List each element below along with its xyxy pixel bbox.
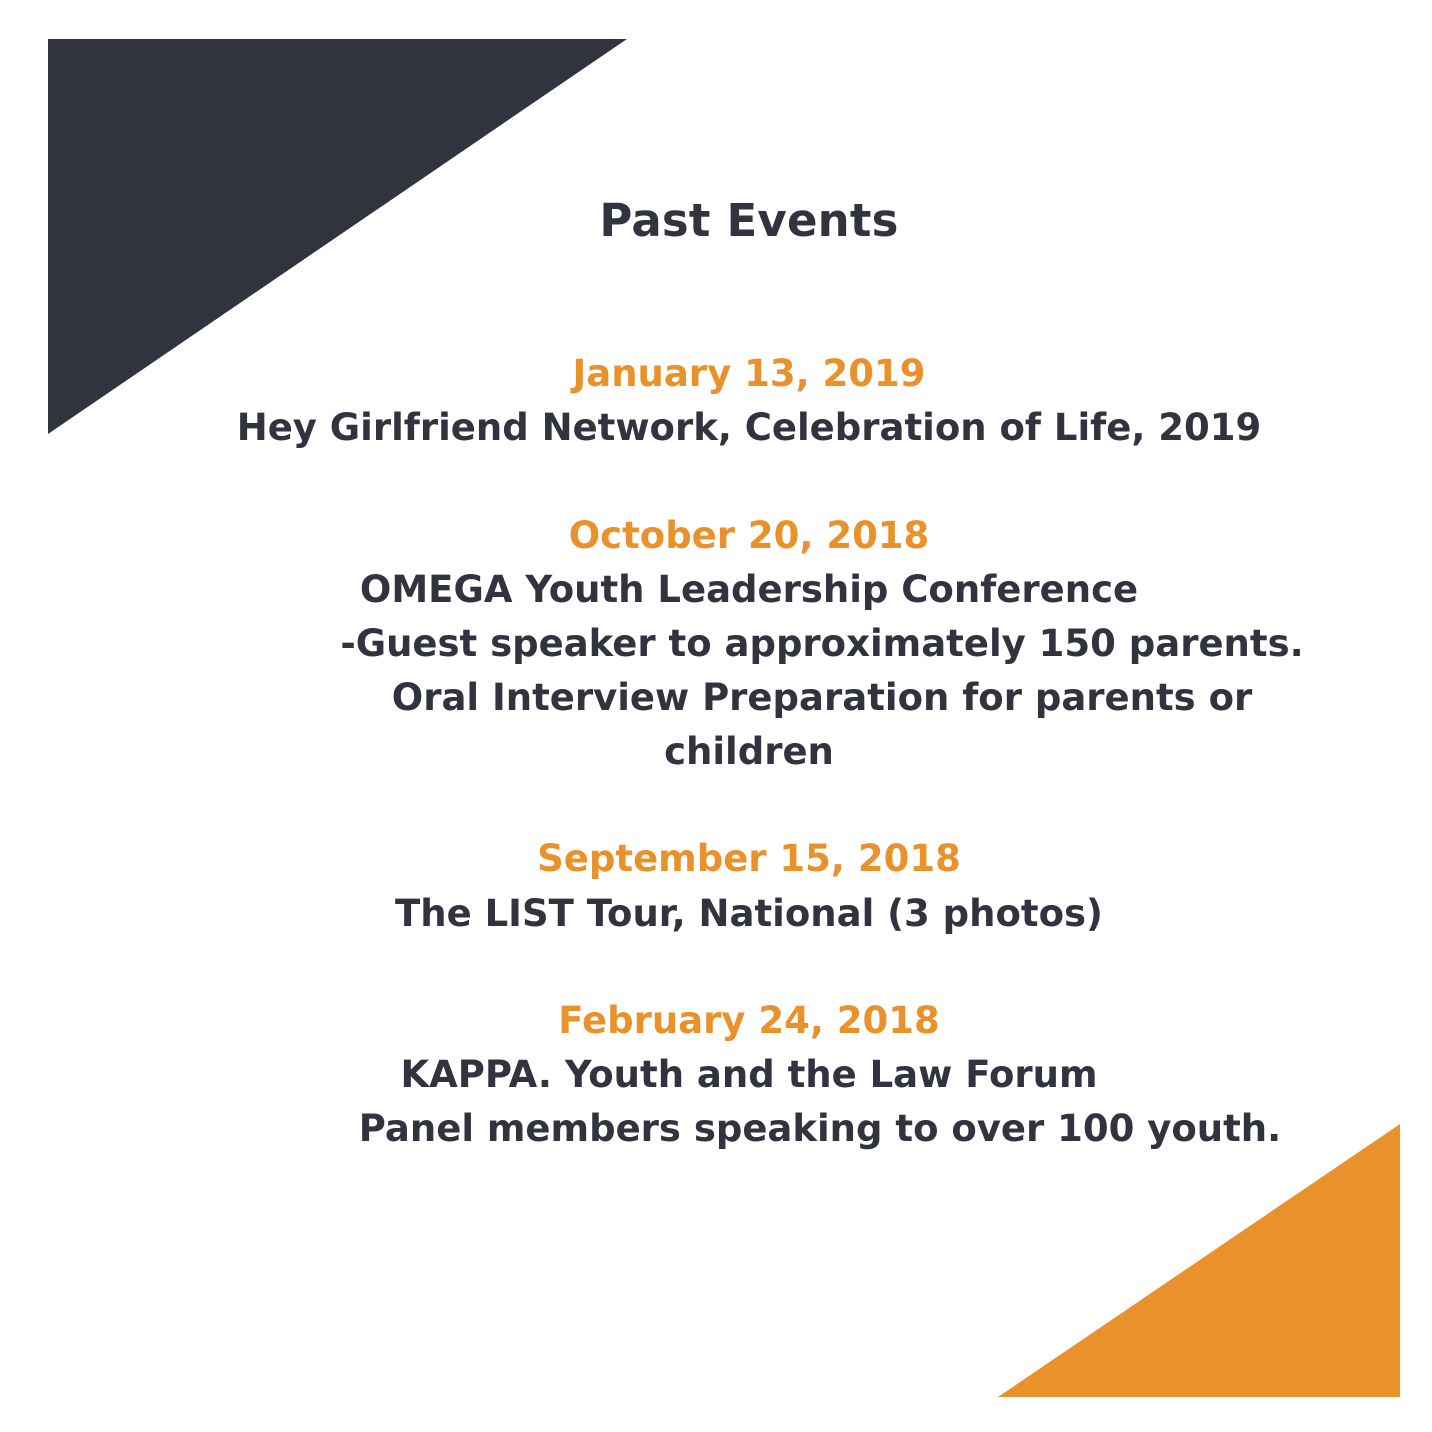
event-description-line: The LIST Tour, National (3 photos) <box>395 892 1103 935</box>
event-description-line: KAPPA. Youth and the Law Forum <box>400 1053 1098 1096</box>
event-date: February 24, 2018 <box>558 999 940 1042</box>
event-description-line: OMEGA Youth Leadership Conference <box>359 568 1139 611</box>
event-description-line: children <box>664 730 834 773</box>
event-description-line: Hey Girlfriend Network, Celebration of Life, 2019 <box>236 406 1262 449</box>
event-date: January 13, 2019 <box>572 352 926 395</box>
event-description-line: Panel members speaking to over 100 youth. <box>358 1107 1282 1150</box>
orange-triangle-shape <box>998 1124 1400 1397</box>
page-title: Past Events <box>599 194 899 247</box>
event-description-line: -Guest speaker to approximately 150 parents. <box>340 622 1304 665</box>
event-date: October 20, 2018 <box>568 514 930 557</box>
event-date: September 15, 2018 <box>537 837 961 880</box>
event-description-line: Oral Interview Preparation for parents or <box>391 676 1253 719</box>
